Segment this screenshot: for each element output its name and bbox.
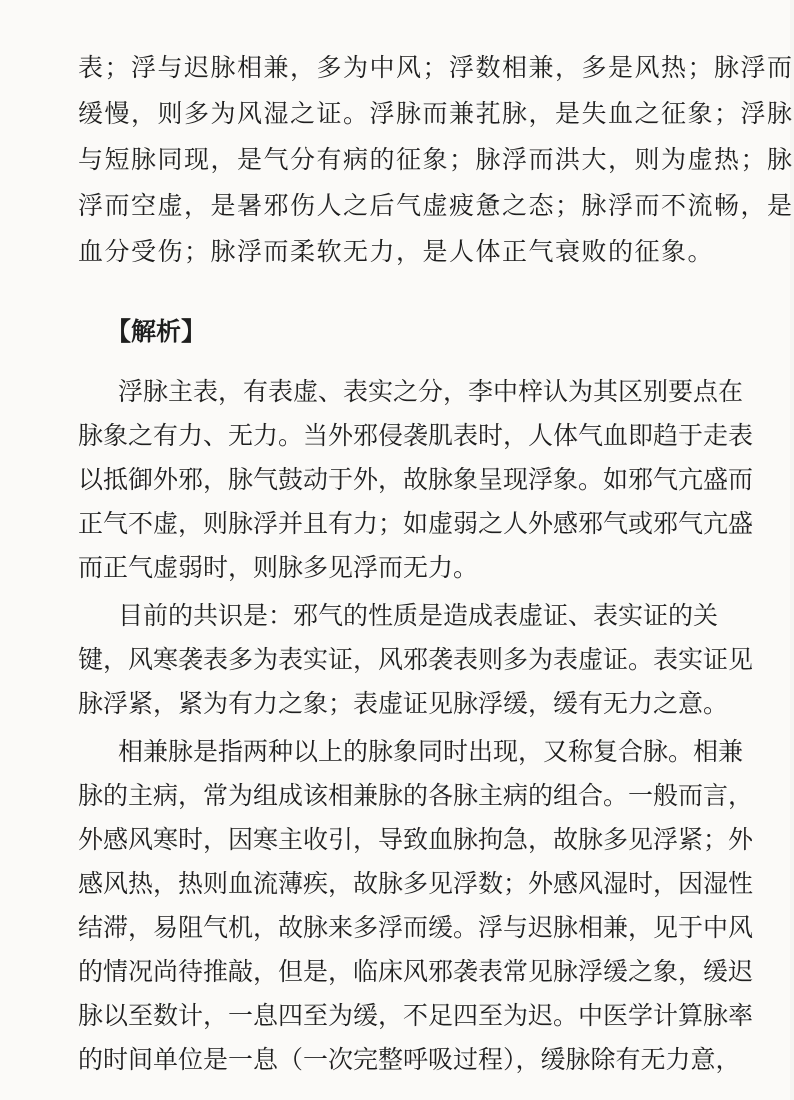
text-line: 正气不虚，则脉浮并且有力；如虚弱之人外感邪气或邪气亢盛 xyxy=(78,509,754,538)
text-line: 目前的共识是：邪气的性质是造成表虚证、表实证的关 xyxy=(118,601,719,630)
text-line: 表；浮与迟脉相兼，多为中风；浮数相兼，多是风热；脉浮而 xyxy=(78,53,794,82)
text-line: 脉象之有力、无力。当外邪侵袭肌表时，人体气血即趋于走表 xyxy=(78,421,754,450)
text-line: 键，风寒袭表多为表实证，风邪袭表则多为表虚证。表实证见 xyxy=(78,645,754,674)
text-line: 缓慢，则多为风湿之证。浮脉而兼芤脉，是失血之征象；浮脉 xyxy=(78,99,794,128)
text-line: 的时间单位是一息（一次完整呼吸过程），缓脉除有无力意， xyxy=(78,1045,741,1074)
section-heading: 【解析】 xyxy=(106,317,207,346)
text-line: 的情况尚待推敲，但是，临床风邪袭表常见脉浮缓之象，缓迟 xyxy=(78,957,754,986)
text-line: 浮而空虚，是暑邪伤人之后气虚疲惫之态；脉浮而不流畅，是 xyxy=(78,191,794,220)
text-line: 脉浮紧，紧为有力之象；表虚证见脉浮缓，缓有无力之意。 xyxy=(78,689,729,718)
text-line: 浮脉主表，有表虚、表实之分，李中梓认为其区别要点在 xyxy=(118,377,744,406)
text-line: 相兼脉是指两种以上的脉象同时出现，又称复合脉。相兼 xyxy=(118,737,744,766)
text-line: 以抵御外邪，脉气鼓动于外，故脉象呈现浮象。如邪气亢盛而 xyxy=(78,465,754,494)
text-line: 结滞，易阻气机，故脉来多浮而缓。浮与迟脉相兼，见于中风 xyxy=(78,913,754,942)
text-line: 血分受伤；脉浮而柔软无力，是人体正气衰败的征象。 xyxy=(78,237,715,266)
text-line: 与短脉同现，是气分有病的征象；脉浮而洪大，则为虚热；脉 xyxy=(78,145,794,174)
text-line: 外感风寒时，因寒主收引，导致血脉拘急，故脉多见浮紧；外 xyxy=(78,825,754,854)
text-line: 感风热，热则血流薄疾，故脉多见浮数；外感风湿时，因湿性 xyxy=(78,869,754,898)
text-line: 脉以至数计，一息四至为缓，不足四至为迟。中医学计算脉率 xyxy=(78,1001,754,1030)
text-line: 而正气虚弱时，则脉多见浮而无力。 xyxy=(78,553,479,582)
text-line: 脉的主病，常为组成该相兼脉的各脉主病的组合。一般而言， xyxy=(78,781,754,810)
